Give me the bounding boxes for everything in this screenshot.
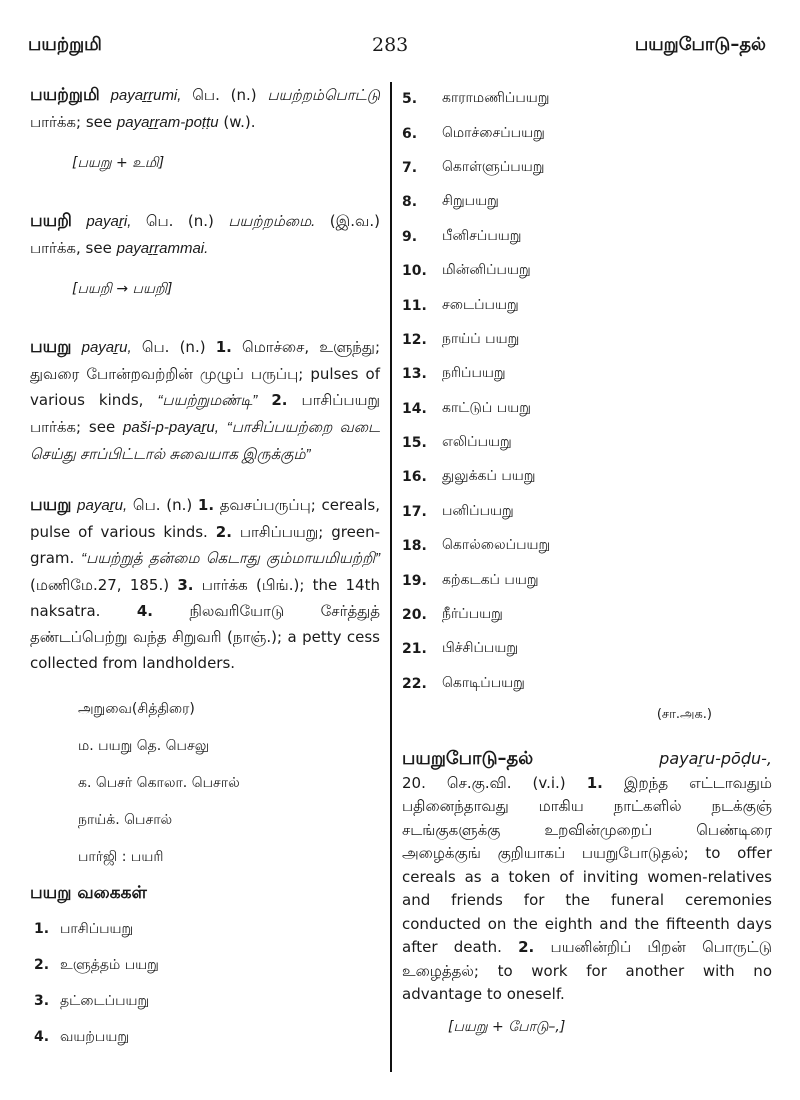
variety-item	[34, 955, 380, 975]
variety-item	[402, 632, 772, 666]
header-guide-word-left: பயற்றுமி	[28, 34, 102, 55]
variety-number: 17.	[402, 503, 427, 520]
variety-number: 12.	[402, 331, 427, 348]
variety-name: நரிப்பயறு	[442, 365, 506, 382]
variety-number: 19.	[402, 572, 427, 589]
dictionary-entry	[30, 492, 380, 676]
variety-item	[34, 1027, 380, 1047]
variety-item	[402, 667, 772, 701]
variety-item	[402, 357, 772, 391]
variety-item	[402, 495, 772, 529]
variety-number: 21.	[402, 641, 427, 658]
cognate-line: பார்ஜி : பயரி	[78, 849, 164, 865]
column-divider	[390, 82, 392, 1072]
cognate-line: நாய்க். பெசால்	[78, 812, 173, 828]
left-column	[30, 82, 380, 1063]
header-guide-word-right: பயறுபோடு–தல்	[634, 34, 766, 55]
variety-name: சிறுபயறு	[442, 193, 499, 210]
entry-transliteration: payaṟu-pōḍu-,	[659, 749, 772, 769]
varieties-list-left	[34, 919, 380, 1047]
variety-name: உளுத்தம் பயறு	[60, 957, 159, 973]
variety-item	[34, 991, 380, 1011]
variety-number: 4.	[34, 1029, 50, 1045]
varieties-reference: (சா.அக.)	[656, 707, 712, 723]
entry-body: 20. செ.கு.வி. (v.i.) 1. இறந்த எட்டாவதும் பதினைந்தாவது மாகிய நாட்களில் நடக்குஞ் சடங்குகளுக்கு உறவின்முறைப் பெண்டிரை அழைக்குங் குறியாகப் பயறுபோடுதல்; to offer cereals as a token of inviting women-relatives and friends for the funeral ceremonies conducted on the eighth and the fifteenth days after death. 2. பயனின்றிப் பிறன் பொருட்டு உழைத்தல்; to work for another with no advantage to oneself.	[402, 773, 772, 1004]
variety-name: நீர்ப்பயறு	[442, 606, 503, 623]
variety-name: மொச்சைப்பயறு	[442, 124, 545, 141]
variety-item	[402, 82, 772, 116]
entry-headword: பயற்றுமி	[30, 85, 100, 105]
variety-name: பீனிசப்பயறு	[442, 227, 522, 244]
variety-item	[402, 392, 772, 426]
variety-number: 5.	[402, 91, 418, 108]
entry-headword: பயறுபோடு–தல்	[402, 748, 534, 770]
variety-name: தட்டைப்பயறு	[60, 993, 150, 1009]
cognates-list	[78, 698, 380, 868]
variety-item	[34, 919, 380, 939]
variety-item	[402, 185, 772, 219]
variety-item	[402, 529, 772, 563]
page-number: 283	[372, 34, 409, 56]
entry-payaru-podu	[402, 747, 772, 1007]
dictionary-entry	[30, 208, 380, 262]
variety-name: கொடிப்பயறு	[442, 674, 525, 691]
variety-number: 10.	[402, 263, 427, 280]
variety-name: எலிப்பயறு	[442, 434, 512, 451]
variety-number: 7.	[402, 159, 418, 176]
right-column	[402, 82, 772, 1037]
variety-item	[402, 254, 772, 288]
cognate-line: ம. பயறு தெ. பெசலு	[78, 738, 210, 754]
variety-number: 11.	[402, 297, 427, 314]
dictionary-entry	[30, 334, 380, 468]
entry-headword: பயறி	[30, 211, 72, 231]
cognate-line: க. பெசர் கொலா. பெசால்	[78, 775, 240, 791]
variety-name: கொள்ளுப்பயறு	[442, 158, 545, 175]
entry-body: payaṟu, பெ. (n.) 1. மொச்சை, உளுந்து; துவரை போன்றவற்றின் முழுப் பருப்பு; pulses of various kinds, “பயற்றுமண்டி” 2. பாசிப்பயறு பார்க்க; see paši-p-payaṟu, “பாசிப்பயற்றை வடை செய்து சாப்பிட்டால் சுவையாக இருக்கும்”	[30, 338, 380, 463]
variety-item	[402, 288, 772, 322]
entry-etymology: [பயறு + உமி]	[72, 155, 165, 171]
variety-number: 22.	[402, 675, 427, 692]
varieties-heading: பயறு வகைகள்	[30, 883, 147, 903]
variety-name: கொல்லைப்பயறு	[442, 537, 551, 554]
variety-name: காட்டுப் பயறு	[442, 399, 531, 416]
entry-etymology: [பயறி → பயறி]	[72, 281, 173, 297]
variety-number: 9.	[402, 228, 418, 245]
left-entries	[30, 82, 380, 676]
variety-name: நாய்ப் பயறு	[442, 330, 520, 347]
variety-name: மின்னிப்பயறு	[442, 262, 531, 279]
variety-item	[402, 151, 772, 185]
entry-etymology: [பயறு + போடு–,]	[448, 1018, 566, 1035]
cognate-line: அறுவை(சித்திரை)	[78, 701, 195, 717]
variety-number: 13.	[402, 366, 427, 383]
variety-name: காராமணிப்பயறு	[442, 90, 550, 107]
variety-item	[402, 426, 772, 460]
variety-item	[402, 323, 772, 357]
entry-body: payaṟṟumi, பெ. (n.) பயற்றம்பொட்டு பார்க்க; see payaṟṟam-poṭṭu (w.).	[30, 86, 380, 131]
dictionary-entry	[30, 82, 380, 136]
variety-number: 8.	[402, 194, 418, 211]
variety-number: 3.	[34, 993, 50, 1009]
variety-name: வயற்பயறு	[60, 1029, 130, 1045]
entry-body: payaṟi, பெ. (n.) பயற்றம்மை. (இ.வ.) பார்க்க, see payaṟṟammai.	[30, 212, 380, 257]
variety-number: 1.	[34, 921, 50, 937]
variety-number: 14.	[402, 400, 427, 417]
variety-item	[402, 563, 772, 597]
variety-number: 15.	[402, 435, 427, 452]
variety-name: பிச்சிப்பயறு	[442, 640, 519, 657]
variety-item	[402, 460, 772, 494]
entry-headword: பயறு	[30, 337, 72, 357]
entry-headword: பயறு	[30, 495, 72, 515]
variety-number: 20.	[402, 607, 427, 624]
variety-item	[402, 220, 772, 254]
varieties-list-right	[402, 82, 772, 701]
variety-name: துலுக்கப் பயறு	[442, 468, 536, 485]
entry-body: payaṟu, பெ. (n.) 1. தவசப்பருப்பு; cereals, pulse of various kinds. 2. பாசிப்பயறு; green-gram. “பயற்றுத் தன்மை கெடாது கும்மாயமியற்றி” (மணிமே.27, 185.) 3. பார்க்க (பிங்.); the 14th naksatra. 4. நிலவரியோடு சேர்த்துத் தண்டப்பெற்று வந்த சிறுவரி (நாஞ்.); a petty cess collected from landholders.	[30, 496, 381, 672]
variety-number: 6.	[402, 125, 418, 142]
variety-number: 16.	[402, 469, 427, 486]
variety-name: கற்கடகப் பயறு	[442, 571, 539, 588]
variety-item	[402, 598, 772, 632]
variety-number: 18.	[402, 538, 427, 555]
variety-name: பாசிப்பயறு	[60, 921, 134, 937]
variety-name: சடைப்பயறு	[442, 296, 519, 313]
variety-item	[402, 116, 772, 150]
variety-number: 2.	[34, 957, 50, 973]
variety-name: பனிப்பயறு	[442, 502, 514, 519]
